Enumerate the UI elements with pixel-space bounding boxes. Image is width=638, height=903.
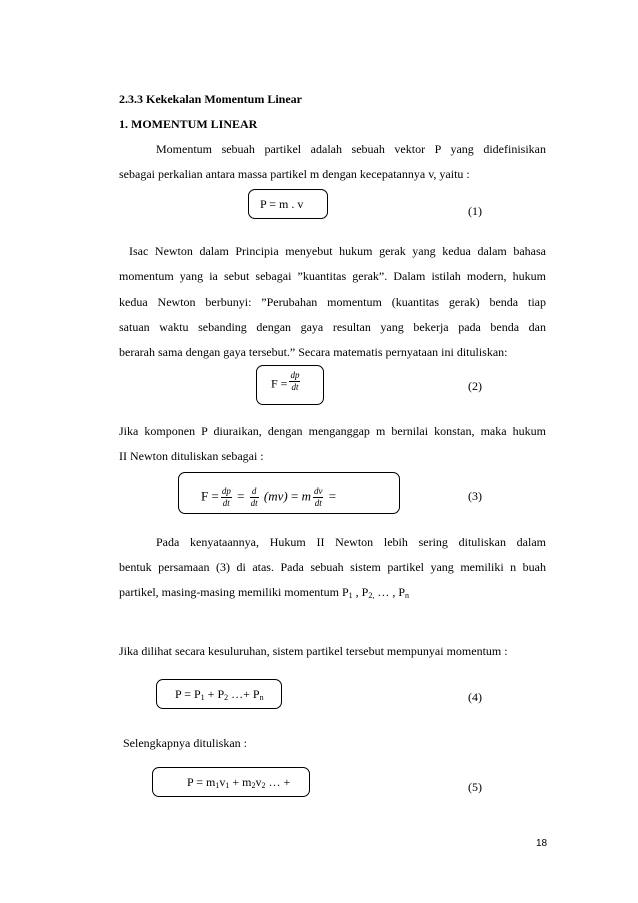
equation-1: P = m . v (260, 197, 304, 211)
para2-line3: kedua Newton berbunyi: ”Perubahan momentum (kuantitas gerak) benda tiap (119, 295, 546, 309)
para2-line5: berarah sama dengan gaya tersebut.” Secara matematis pernyataan ini dituliskan: (119, 345, 508, 359)
para3-line1: Jika komponen P diuraikan, dengan menganggap m bernilai konstan, maka hukum (119, 424, 546, 438)
equation-2-number: (2) (468, 379, 482, 393)
para3-line2: II Newton dituliskan sebagai : (119, 449, 264, 463)
para5: Jika dilihat secara kesuluruhan, sistem partikel tersebut mempunyai momentum : (119, 644, 508, 658)
equation-2-box (256, 365, 324, 405)
equation-3: F = $\frac{dp}{dt}$ = $\frac{d}{dt}$ (mv) = m $\frac{dv}{dt}$ = (201, 486, 337, 508)
equation-1-number: (1) (468, 204, 482, 218)
equation-3-box (178, 472, 400, 514)
para1-line1: Momentum sebuah partikel adalah sebuah vektor P yang didefinisikan (156, 142, 546, 156)
para2-line1: Isac Newton dalam Principia menyebut hukum gerak yang kedua dalam bahasa (129, 244, 546, 258)
subheading: 1. MOMENTUM LINEAR (119, 117, 258, 131)
para2-line2: momentum yang ia sebut sebagai ”kuantitas gerak”. Dalam istilah modern, hukum (119, 269, 546, 283)
equation-4: $P = P_1 + P_2$ …+ $P_n$ (175, 687, 264, 702)
equation-1-box (248, 189, 328, 219)
equation-3-fraction-2: $\frac{d}{dt}$ (250, 486, 258, 508)
para4-line2: bentuk persamaan (3) di atas. Pada sebuah sistem partikel yang memiliki n buah (119, 560, 546, 574)
equation-4-box (156, 679, 282, 709)
para2-line4: satuan waktu sebanding dengan gaya resultan yang bekerja pada benda dan (119, 320, 546, 334)
equation-3-fraction-1: $\frac{dp}{dt}$ (221, 486, 231, 508)
equation-2 (271, 370, 302, 393)
equation-5-number: (5) (468, 780, 482, 794)
equation-2-lhs: F = (271, 376, 288, 391)
para4-line1: Pada kenyataannya, Hukum II Newton lebih sering dituliskan dalam (156, 535, 546, 549)
para1-line2: sebagai perkalian antara massa partikel m dengan kecepatannya v, yaitu : (119, 167, 470, 181)
equation-4-number: (4) (468, 690, 482, 704)
equation-3-fraction-3: $\frac{dv}{dt}$ (313, 486, 323, 508)
equation-2-fraction: $\frac{dp}{dt}$ (290, 370, 300, 392)
equation-3-number: (3) (468, 489, 482, 503)
equation-5-box (152, 767, 310, 797)
para6: Selengkapnya dituliskan : (123, 736, 247, 750)
page-number: 18 (536, 838, 548, 849)
section-heading: 2.3.3 Kekekalan Momentum Linear (119, 92, 302, 106)
equation-5: $P = m_1v_1 + m_2v_2$ … + (187, 775, 291, 790)
para4-line3: partikel, masing-masing memiliki momentum $P_1$ , $P_{2,}$ … , $P_n$ (119, 585, 410, 600)
